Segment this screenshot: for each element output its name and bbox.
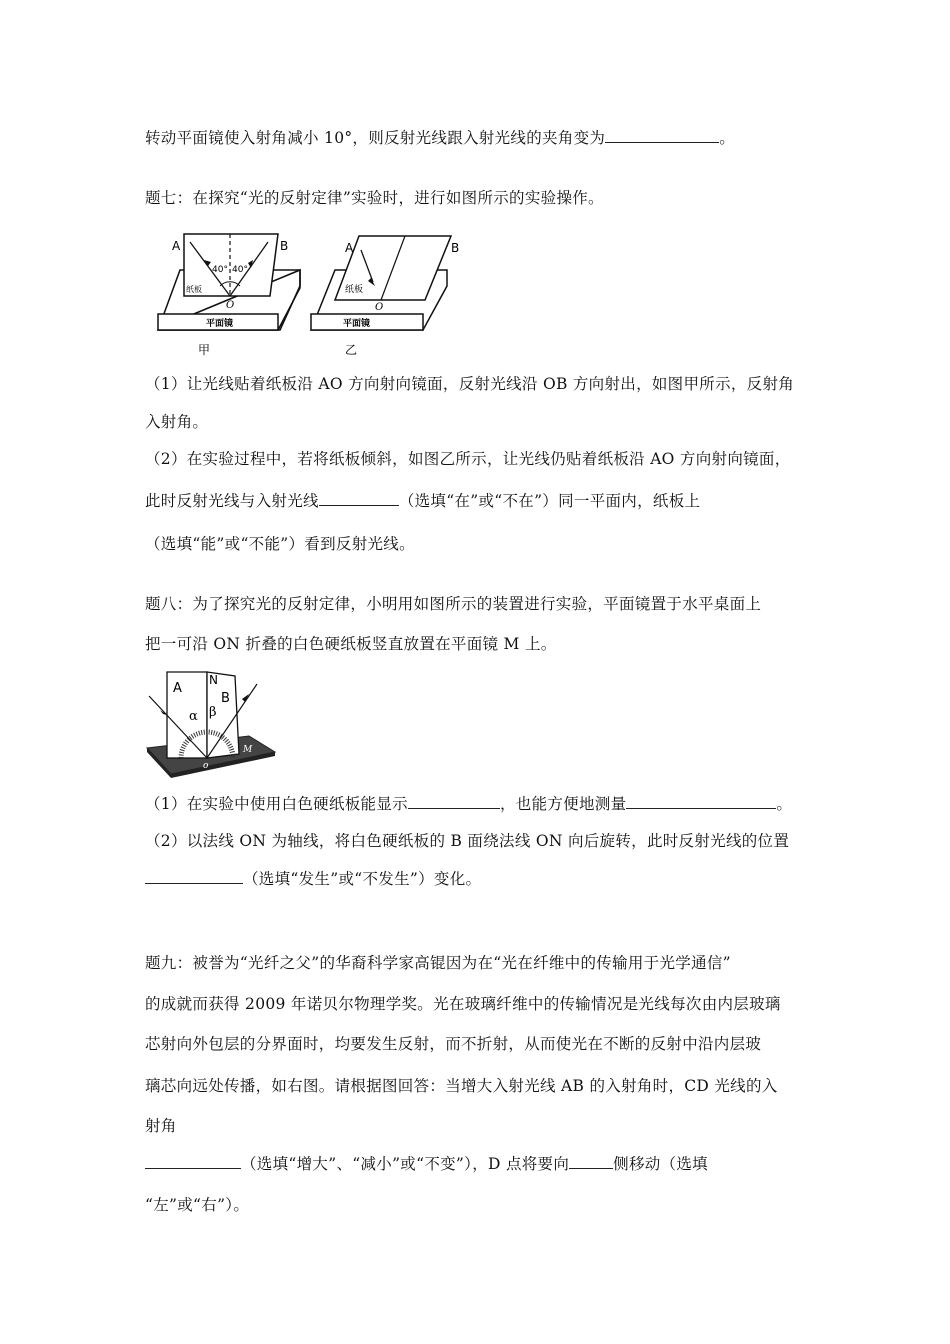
caption-yi: 乙	[345, 343, 358, 357]
q9-blank-2[interactable]	[569, 1153, 613, 1169]
q8-p2-line2	[145, 868, 481, 890]
label-a: A	[345, 241, 354, 255]
q9-line7: “左”或“右”）。	[145, 1196, 250, 1214]
label-b: B	[221, 691, 230, 706]
label-a: A	[173, 681, 182, 696]
label-b: B	[280, 239, 289, 253]
board-label: 纸板	[186, 285, 202, 294]
q9-line2: 的成就而获得 2009 年诺贝尔物理学奖。光在玻璃纤维中的传输情况是光线每次由内层玻璃	[145, 995, 781, 1013]
q7-title: 题七：在探究“光的反射定律”实验时，进行如图所示的实验操作。	[145, 189, 604, 207]
q9-line6-end: 侧移动（选填	[613, 1155, 708, 1173]
board-label: 纸板	[345, 285, 364, 295]
point-o: O	[226, 300, 235, 311]
q8-blank-1[interactable]	[408, 793, 500, 809]
q7-p2-line3: （选填“能”或“不能”）看到反射光线。	[145, 535, 415, 553]
label-b: B	[451, 241, 460, 255]
q9-line6-text: （选填“增大”、“减小”或“不变”），D 点将要向	[241, 1155, 570, 1173]
q9-line4: 璃芯向远处传播，如右图。请根据图回答：当增大入射光线 AB 的入射角时，CD 光线的入	[145, 1077, 778, 1095]
q8-blank-2[interactable]	[626, 793, 776, 809]
q9-line3: 芯射向外包层的分界面时，均要发生反射，而不折射，从而使光在不断的反射中沿内层玻	[145, 1035, 762, 1053]
q8-blank-3[interactable]	[145, 868, 243, 884]
q6-text: 转动平面镜使入射角减小 10°，则反射光线跟入射光线的夹角变为	[145, 129, 606, 147]
q8-p1-mid: ，也能方便地测量	[499, 795, 627, 813]
mirror-label: 平面镜	[206, 319, 234, 329]
q7-p2-line1: （2）在实验过程中，若将纸板倾斜，如图乙所示，让光线仍贴着纸板沿 AO 方向射向镜面，	[145, 450, 791, 468]
angle-left: 40°	[212, 265, 228, 275]
mirror-label: 平面镜	[343, 319, 371, 329]
q7-p2-line2	[145, 490, 700, 512]
q9-blank-1[interactable]	[145, 1153, 241, 1169]
caption-jia: 甲	[198, 343, 211, 357]
label-beta: β	[209, 705, 217, 720]
q7-figure-jia	[150, 230, 310, 360]
q7-p1-line2: 入射角。	[145, 413, 209, 431]
q8-p1-text: （1）在实验中使用白色硬纸板能显示	[145, 795, 408, 813]
q6-end: 。	[719, 129, 736, 147]
q8-figure	[145, 666, 277, 778]
q7-p2-text-after: （选填“在”或“不在”）同一平面内，纸板上	[398, 492, 701, 510]
q6-blank[interactable]	[605, 127, 719, 143]
q7-blank-1[interactable]	[319, 490, 399, 506]
q9-line5: 射角	[145, 1117, 177, 1135]
label-a: A	[172, 239, 181, 253]
q8-p2-line1: （2）以法线 ON 为轴线，将白色硬纸板的 B 面绕法线 ON 向后旋转，此时反射光线的位置	[145, 832, 790, 850]
q8-p2-text: （选填“发生”或“不发生”）变化。	[243, 870, 482, 888]
q9-line6	[145, 1153, 708, 1175]
q8-line2: 把一可沿 ON 折叠的白色硬纸板竖直放置在平面镜 M 上。	[145, 635, 557, 653]
label-n: N	[209, 673, 218, 687]
q8-title: 题八：为了探究光的反射定律，小明用如图所示的装置进行实验，平面镜置于水平桌面上	[145, 595, 762, 613]
q7-p2-text: 此时反射光线与入射光线	[145, 492, 319, 510]
mirror-label: M	[243, 745, 253, 755]
q8-p1	[145, 793, 792, 815]
label-alpha: α	[189, 709, 198, 724]
q6-answer-line	[145, 127, 735, 149]
point-o: O	[375, 302, 384, 313]
point-o: o	[203, 761, 209, 771]
angle-right: 40°	[232, 265, 248, 275]
q7-figure-yi	[305, 230, 460, 360]
q8-p1-end: 。	[776, 795, 793, 813]
q9-line1: 题九：被誉为“光纤之父”的华裔科学家高锟因为在“光在纤维中的传输用于光学通信”	[145, 954, 731, 972]
q7-p1-line1: （1）让光线贴着纸板沿 AO 方向射向镜面，反射光线沿 OB 方向射出，如图甲所示，反射角	[145, 375, 795, 393]
